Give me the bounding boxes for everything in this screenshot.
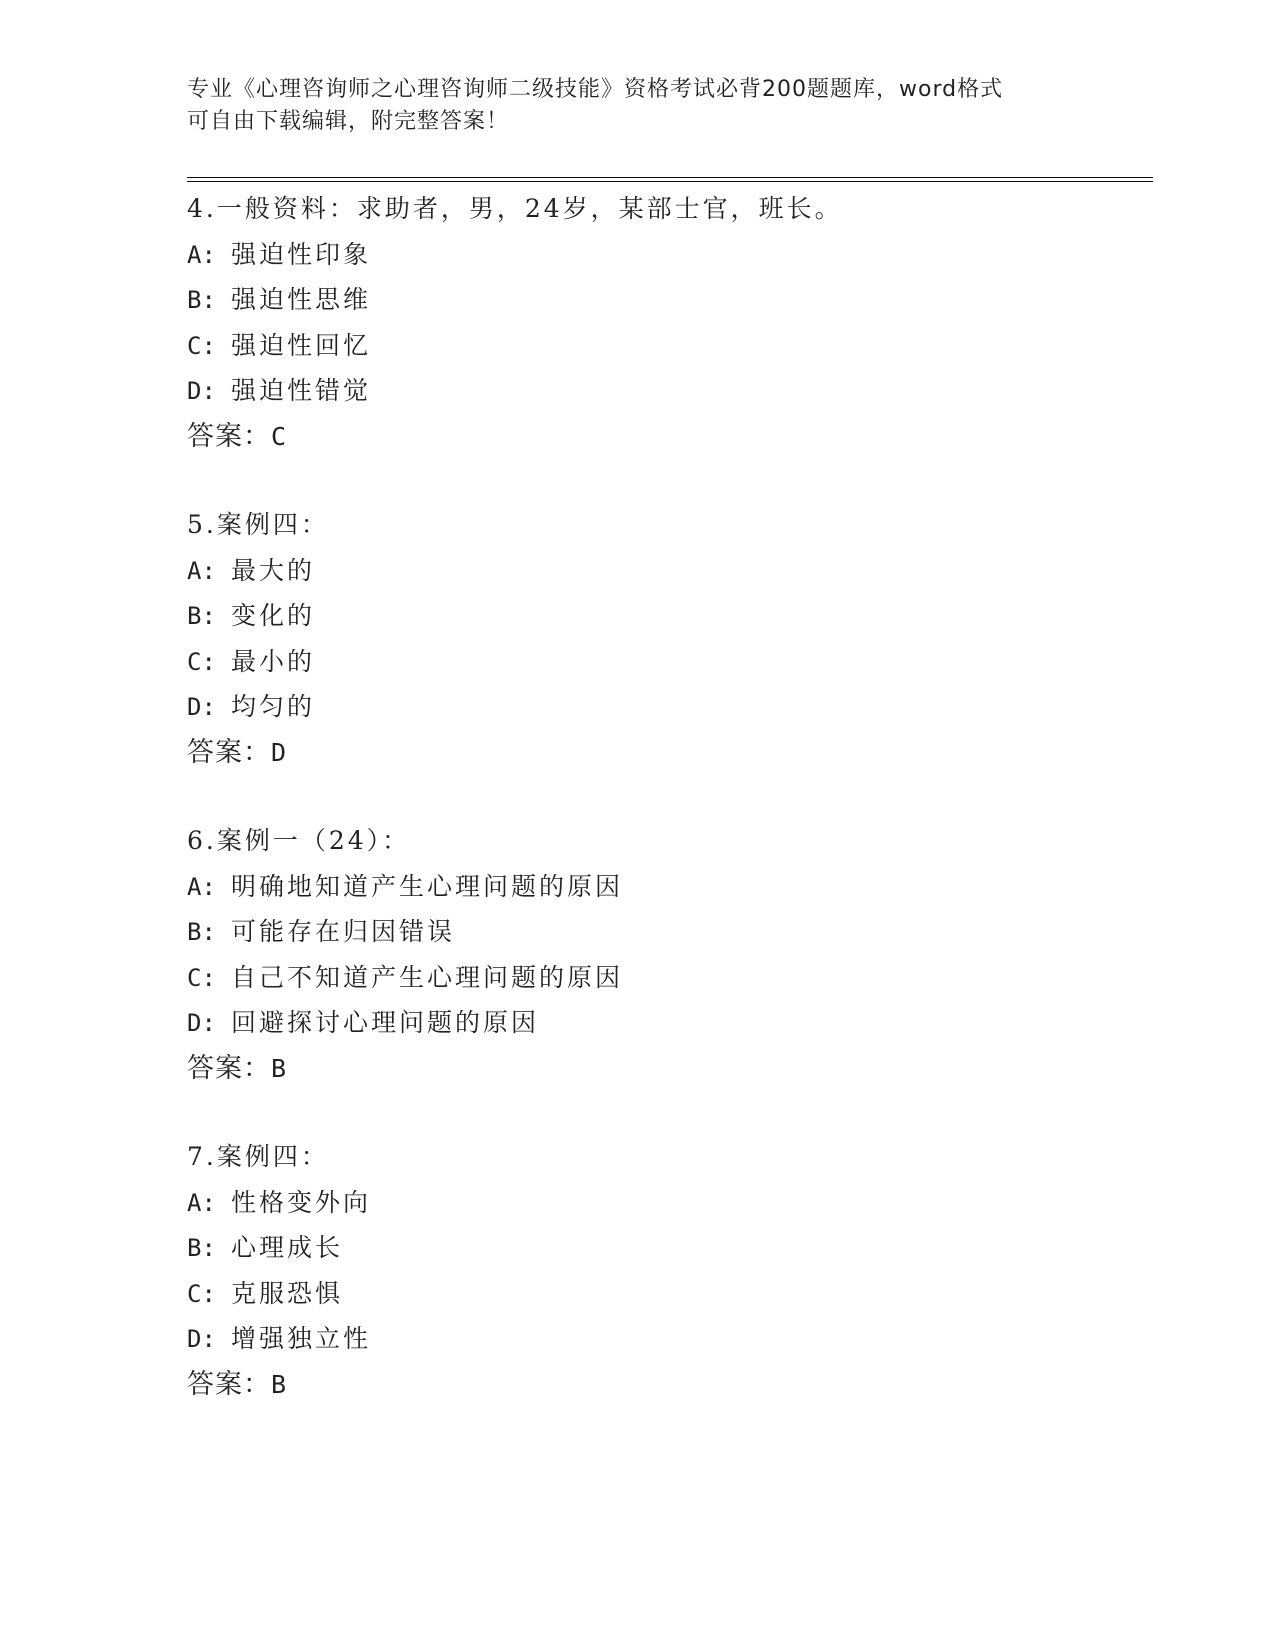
answer-label: 答案： [187, 1052, 271, 1084]
question-list [187, 186, 1147, 1450]
option-text: 强迫性回忆 [231, 330, 372, 360]
option-text: 增强独立性 [231, 1324, 372, 1353]
option-a [187, 548, 1147, 594]
header-divider-bottom [187, 181, 1153, 182]
header-line-1: 专业《心理咨询师之心理咨询师二级技能》资格考试必背200题题库，word格式 [187, 77, 1004, 102]
option-a [187, 864, 1147, 910]
option-c [187, 1271, 1147, 1317]
header-divider-top [187, 177, 1153, 178]
option-text: 性格变外向 [231, 1187, 372, 1217]
question-item [187, 186, 1147, 459]
option-letter: C: [187, 1279, 216, 1308]
option-b [187, 909, 1147, 955]
option-text: 可能存在归因错误 [231, 917, 456, 946]
option-letter: B: [187, 1234, 216, 1262]
option-text: 均匀的 [231, 692, 316, 721]
option-text: 强迫性印象 [231, 239, 372, 269]
option-b [187, 277, 1147, 323]
option-letter: D: [187, 1009, 216, 1037]
option-text: 最小的 [231, 646, 316, 676]
option-letter: A: [187, 872, 216, 901]
option-c [187, 639, 1147, 685]
option-letter: C: [187, 963, 216, 992]
option-text: 自己不知道产生心理问题的原因 [231, 962, 624, 992]
question-item [187, 502, 1147, 775]
answer-value: B [271, 1369, 288, 1399]
option-letter: A: [187, 556, 216, 585]
question-item [187, 818, 1147, 1091]
option-text: 明确地知道产生心理问题的原因 [231, 871, 624, 901]
option-text: 克服恐惧 [231, 1278, 344, 1308]
answer-value: D [271, 737, 288, 767]
answer-line [187, 730, 1147, 776]
option-d [187, 368, 1147, 414]
option-letter: D: [187, 1325, 216, 1353]
answer-value: C [271, 421, 288, 451]
option-text: 回避探讨心理问题的原因 [231, 1008, 540, 1037]
option-text: 最大的 [231, 555, 316, 585]
option-c [187, 323, 1147, 369]
option-a [187, 1180, 1147, 1226]
option-letter: A: [187, 1188, 216, 1217]
option-d [187, 1000, 1147, 1046]
option-letter: B: [187, 286, 216, 314]
option-d [187, 684, 1147, 730]
question-stem: 6.案例一（24）： [187, 826, 411, 855]
document-header [187, 74, 1087, 138]
answer-label: 答案： [187, 736, 271, 768]
answer-line [187, 414, 1147, 460]
option-text: 心理成长 [231, 1233, 344, 1262]
option-letter: C: [187, 331, 216, 360]
question-stem: 5.案例四： [187, 510, 329, 539]
option-d [187, 1316, 1147, 1362]
option-letter: C: [187, 647, 216, 676]
answer-value: B [271, 1053, 288, 1083]
answer-line [187, 1362, 1147, 1408]
option-b [187, 1225, 1147, 1271]
question-item [187, 1134, 1147, 1407]
option-letter: B: [187, 602, 216, 630]
option-letter: B: [187, 918, 216, 946]
answer-label: 答案： [187, 420, 271, 452]
option-text: 变化的 [231, 601, 316, 630]
question-stem: 7.案例四： [187, 1142, 329, 1171]
option-b [187, 593, 1147, 639]
option-a [187, 232, 1147, 278]
option-c [187, 955, 1147, 1001]
option-text: 强迫性错觉 [231, 376, 372, 405]
question-stem: 4.一般资料：求助者，男，24岁，某部士官，班长。 [187, 194, 843, 223]
option-letter: A: [187, 240, 216, 269]
option-letter: D: [187, 693, 216, 721]
option-text: 强迫性思维 [231, 285, 372, 314]
answer-line [187, 1046, 1147, 1092]
header-line-2: 可自由下载编辑，附完整答案！ [187, 109, 510, 134]
answer-label: 答案： [187, 1368, 271, 1400]
option-letter: D: [187, 377, 216, 405]
